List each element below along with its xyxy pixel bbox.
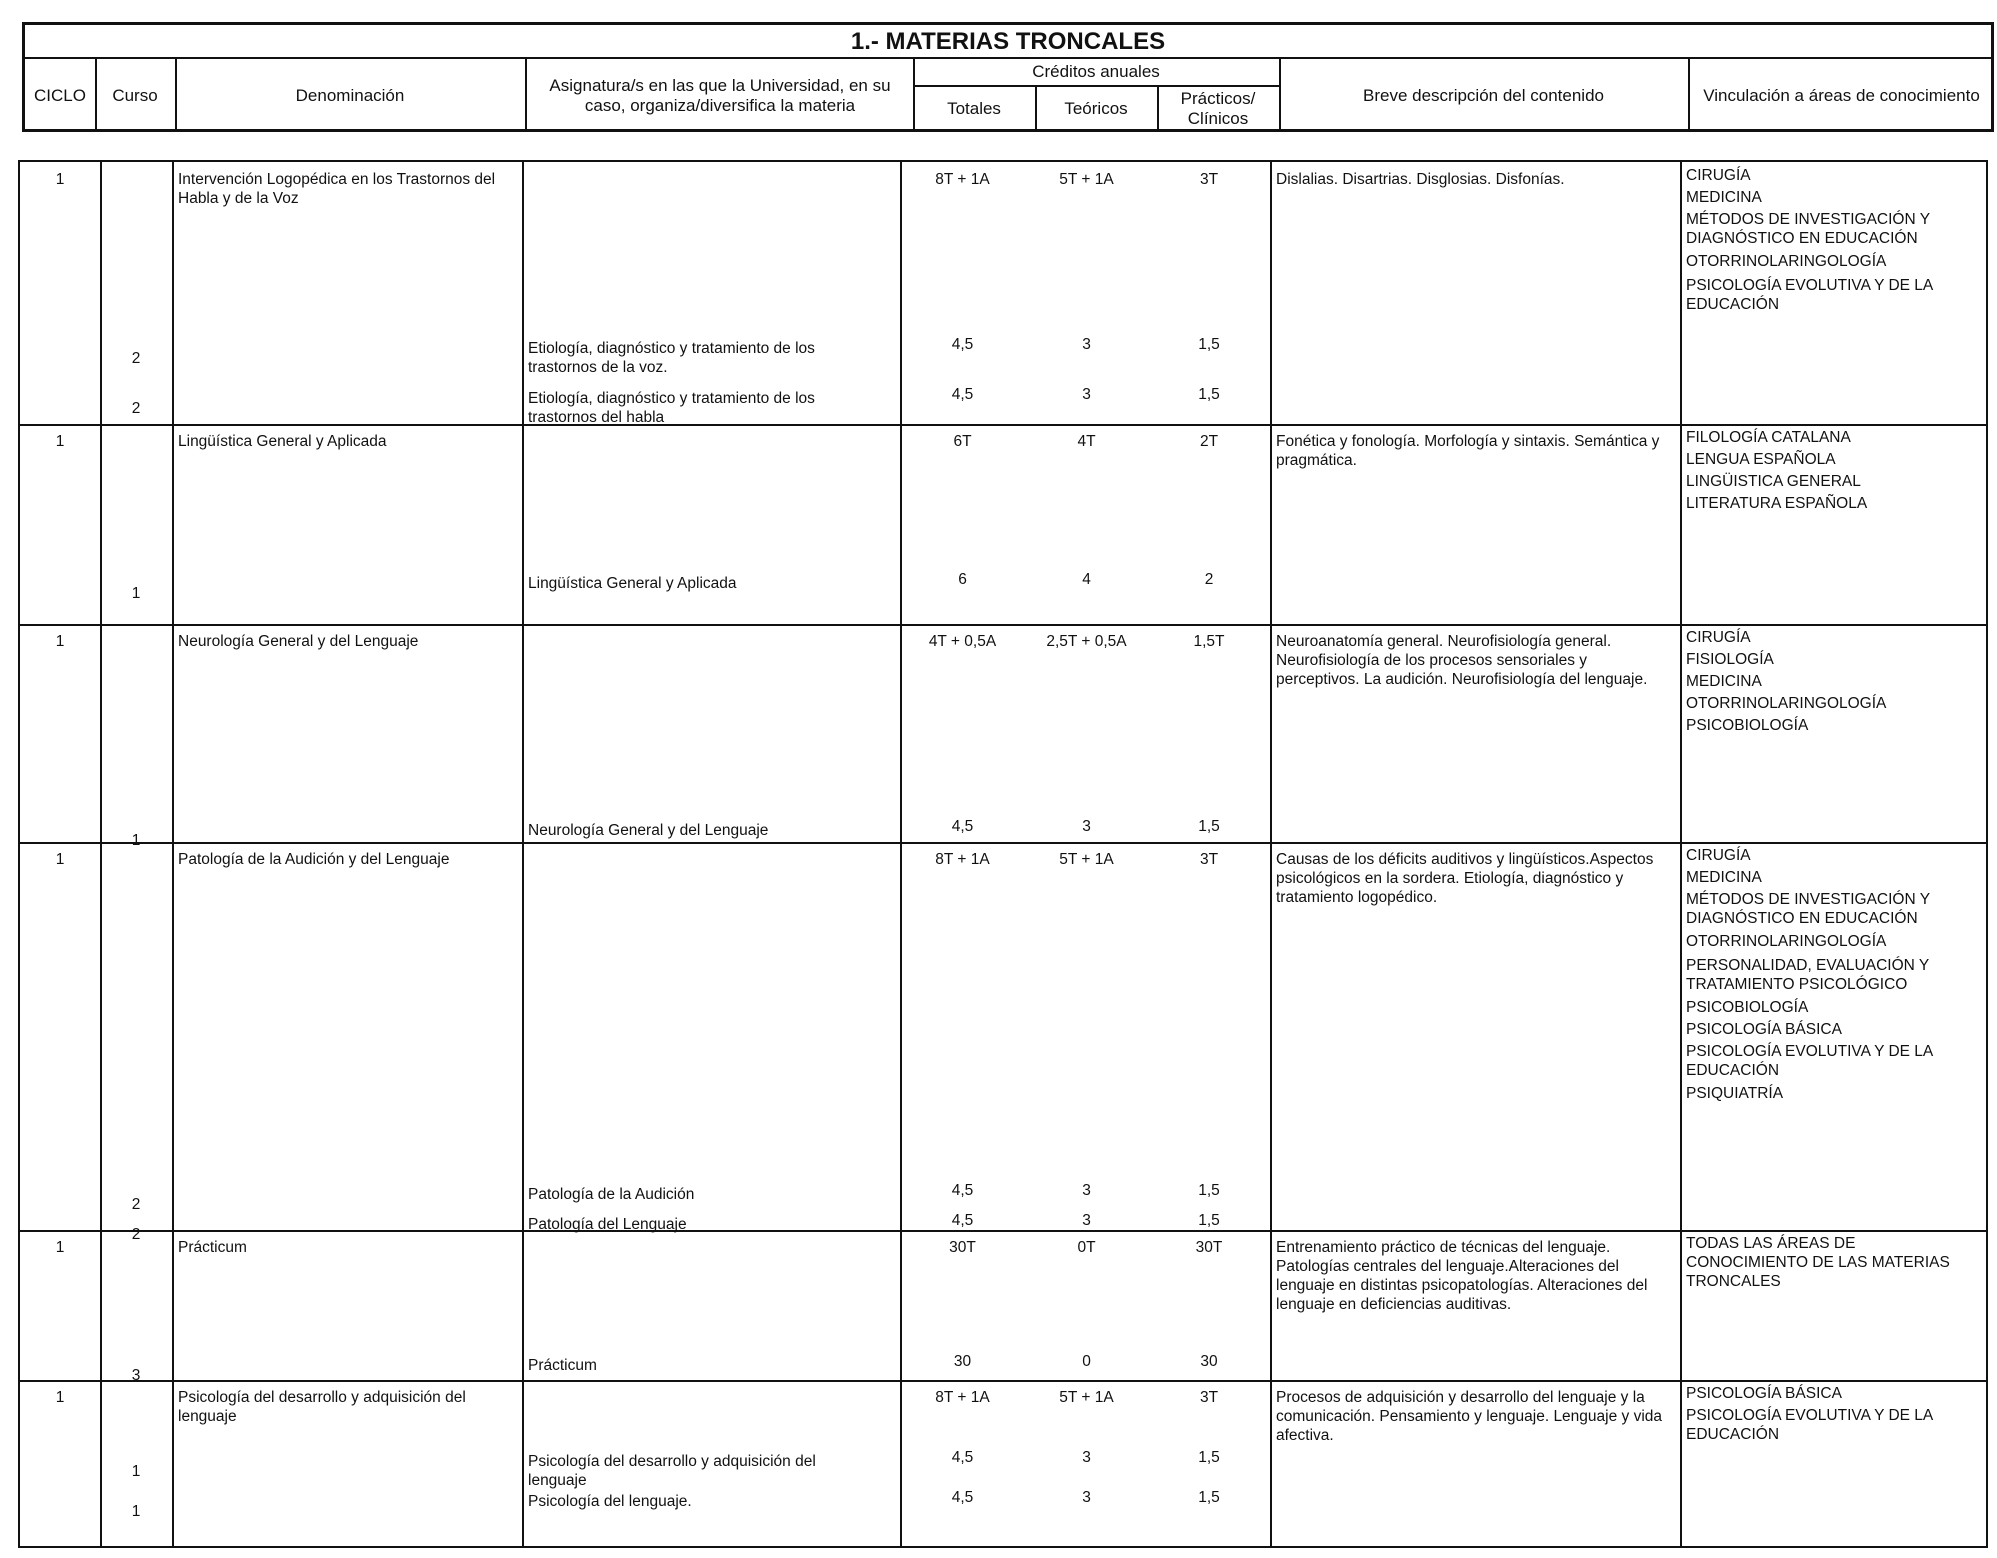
- materia-totales: 8T + 1A: [935, 171, 990, 188]
- materia-teoricos: 2,5T + 0,5A: [1046, 633, 1127, 650]
- area-conocimiento: FILOLOGÍA CATALANA: [1686, 429, 1851, 446]
- asignatura-totales: 4,5: [951, 1182, 974, 1199]
- asignatura-teoricos: 3: [1082, 818, 1091, 835]
- asignatura-practicos: 1,5: [1198, 1449, 1220, 1466]
- asignatura-curso: 2: [131, 1226, 141, 1243]
- materia-denominacion: Psicología del desarrollo y adquisición del lenguaje: [178, 1389, 466, 1425]
- asignatura-practicos: 30: [1200, 1353, 1218, 1370]
- asignatura-practicos: 1,5: [1198, 1182, 1220, 1199]
- materia-denominacion: Prácticum: [178, 1239, 247, 1256]
- asignatura-practicos: 1,5: [1198, 386, 1220, 403]
- materia-practicos: 3T: [1199, 1389, 1219, 1406]
- materia-denominacion: Neurología General y del Lenguaje: [178, 633, 419, 650]
- area-conocimiento: MEDICINA: [1686, 189, 1762, 206]
- materia-teoricos: 5T + 1A: [1059, 1389, 1114, 1406]
- asignatura-curso: 2: [131, 1196, 141, 1213]
- asignatura-totales: 4,5: [951, 1489, 974, 1506]
- materia-descripcion: Causas de los déficits auditivos y lingüísticos.Aspectos psicológicos en la sordera. Etiología, diagnóstico y tratamiento logopédico.: [1276, 851, 1654, 906]
- header-denominacion: Denominación: [295, 85, 405, 105]
- area-conocimiento: OTORRINOLARINGOLOGÍA: [1686, 933, 1887, 950]
- asignatura-nombre: Lingüística General y Aplicada: [528, 575, 737, 592]
- asignatura-totales: 4,5: [951, 1212, 974, 1229]
- materia-practicos: 3T: [1199, 851, 1219, 868]
- asignatura-nombre: Etiología, diagnóstico y tratamiento de los trastornos del habla: [528, 390, 815, 426]
- materia-totales: 30T: [949, 1239, 976, 1256]
- materias-table: [18, 160, 1988, 1548]
- area-conocimiento: LENGUA ESPAÑOLA: [1686, 451, 1836, 468]
- asignatura-teoricos: 3: [1082, 1182, 1091, 1199]
- area-conocimiento: PERSONALIDAD, EVALUACIÓN Y TRATAMIENTO PSICOLÓGICO: [1686, 957, 1929, 993]
- asignatura-totales: 4,5: [951, 818, 974, 835]
- area-conocimiento: CIRUGÍA: [1686, 629, 1751, 646]
- materia-practicos: 2T: [1199, 433, 1219, 450]
- area-conocimiento: PSIQUIATRÍA: [1686, 1085, 1784, 1102]
- materia-totales: 8T + 1A: [935, 851, 990, 868]
- area-conocimiento: PSICOLOGÍA EVOLUTIVA Y DE LA EDUCACIÓN: [1686, 277, 1933, 313]
- asignatura-nombre: Prácticum: [528, 1357, 597, 1374]
- materia-ciclo: 1: [55, 1389, 65, 1406]
- asignatura-totales: 4,5: [951, 386, 974, 403]
- asignatura-practicos: 2: [1204, 571, 1214, 588]
- materia-ciclo: 1: [55, 171, 65, 188]
- materia-denominacion: Intervención Logopédica en los Trastornos del Habla y de la Voz: [178, 171, 496, 207]
- header-teoricos: Teóricos: [1064, 98, 1128, 118]
- header-asignatura: Asignatura/s en las que la Universidad, en su caso, organiza/diversifica la materia: [549, 75, 891, 115]
- area-conocimiento: PSICOLOGÍA EVOLUTIVA Y DE LA EDUCACIÓN: [1686, 1043, 1933, 1079]
- materia-descripcion: Dislalias. Disartrias. Disglosias. Disfonías.: [1276, 171, 1565, 188]
- header-practicos: Prácticos/ Clínicos: [1180, 88, 1256, 128]
- asignatura-totales: 4,5: [951, 1449, 974, 1466]
- materia-practicos: 1,5T: [1193, 633, 1225, 650]
- asignatura-practicos: 1,5: [1198, 1489, 1220, 1506]
- asignatura-nombre: Neurología General y del Lenguaje: [528, 822, 769, 839]
- asignatura-nombre: Patología de la Audición: [528, 1186, 695, 1203]
- materia-teoricos: 5T + 1A: [1059, 171, 1114, 188]
- asignatura-teoricos: 3: [1082, 336, 1091, 353]
- page-title: 1.- MATERIAS TRONCALES: [25, 25, 1991, 59]
- header-curso: Curso: [112, 85, 158, 105]
- materia-descripcion: Entrenamiento práctico de técnicas del lenguaje. Patologías centrales del lenguaje.Alteraciones del lenguaje en distintas psicopatologías. Alteraciones del lenguaje en deficiencias auditivas.: [1276, 1239, 1648, 1313]
- asignatura-curso: 1: [131, 1463, 141, 1480]
- area-conocimiento: PSICOBIOLOGÍA: [1686, 717, 1809, 734]
- materia-totales: 4T + 0,5A: [928, 633, 997, 650]
- asignatura-teoricos: 4: [1082, 571, 1091, 588]
- asignatura-nombre: Psicología del lenguaje.: [528, 1493, 692, 1510]
- area-conocimiento: MEDICINA: [1686, 869, 1762, 886]
- area-conocimiento: MEDICINA: [1686, 673, 1762, 690]
- area-conocimiento: LITERATURA ESPAÑOLA: [1686, 495, 1868, 512]
- area-conocimiento: PSICOBIOLOGÍA: [1686, 999, 1809, 1016]
- materia-ciclo: 1: [55, 433, 65, 450]
- area-conocimiento: TODAS LAS ÁREAS DE CONOCIMIENTO DE LAS MATERIAS TRONCALES: [1686, 1235, 1950, 1290]
- asignatura-teoricos: 3: [1082, 386, 1091, 403]
- area-conocimiento: PSICOLOGÍA BÁSICA: [1686, 1385, 1842, 1402]
- header-totales: Totales: [947, 98, 1001, 118]
- table-header: [22, 22, 1994, 132]
- header-vinculacion: Vinculación a áreas de conocimiento: [1703, 85, 1980, 105]
- area-conocimiento: CIRUGÍA: [1686, 167, 1751, 184]
- asignatura-practicos: 1,5: [1198, 1212, 1220, 1229]
- asignatura-curso: 2: [131, 350, 141, 367]
- header-ciclo: CICLO: [34, 85, 86, 105]
- asignatura-teoricos: 3: [1082, 1449, 1091, 1466]
- materia-teoricos: 5T + 1A: [1059, 851, 1114, 868]
- materia-ciclo: 1: [55, 1239, 65, 1256]
- materia-ciclo: 1: [55, 851, 65, 868]
- area-conocimiento: MÉTODOS DE INVESTIGACIÓN Y DIAGNÓSTICO EN EDUCACIÓN: [1686, 211, 1930, 247]
- materia-descripcion: Neuroanatomía general. Neurofisiología general. Neurofisiología de los procesos sensoriales y perceptivos. La audición. Neurofisiología del lenguaje.: [1276, 633, 1648, 688]
- asignatura-curso: 3: [131, 1367, 141, 1384]
- asignatura-practicos: 1,5: [1198, 818, 1220, 835]
- materia-denominacion: Patología de la Audición y del Lenguaje: [178, 851, 450, 868]
- materia-practicos: 30T: [1195, 1239, 1223, 1256]
- area-conocimiento: CIRUGÍA: [1686, 847, 1751, 864]
- materia-descripcion: Procesos de adquisición y desarrollo del lenguaje y la comunicación. Pensamiento y lenguaje. Lenguaje y vida afectiva.: [1276, 1389, 1663, 1444]
- header-descripcion: Breve descripción del contenido: [1363, 85, 1604, 105]
- asignatura-totales: 30: [953, 1353, 972, 1370]
- asignatura-teoricos: 3: [1082, 1212, 1091, 1229]
- area-conocimiento: FISIOLOGÍA: [1686, 651, 1774, 668]
- materia-denominacion: Lingüística General y Aplicada: [178, 433, 387, 450]
- asignatura-totales: 4,5: [951, 336, 974, 353]
- asignatura-curso: 1: [131, 585, 141, 602]
- materia-ciclo: 1: [55, 633, 65, 650]
- asignatura-curso: 2: [131, 400, 141, 417]
- asignatura-nombre: Etiología, diagnóstico y tratamiento de los trastornos de la voz.: [528, 340, 815, 376]
- asignatura-practicos: 1,5: [1198, 336, 1220, 353]
- header-creditos: Créditos anuales: [1032, 62, 1160, 81]
- area-conocimiento: OTORRINOLARINGOLOGÍA: [1686, 695, 1887, 712]
- area-conocimiento: PSICOLOGÍA BÁSICA: [1686, 1021, 1842, 1038]
- asignatura-teoricos: 0: [1082, 1353, 1091, 1370]
- asignatura-teoricos: 3: [1082, 1489, 1091, 1506]
- area-conocimiento: PSICOLOGÍA EVOLUTIVA Y DE LA EDUCACIÓN: [1686, 1407, 1933, 1443]
- materia-teoricos: 4T: [1077, 433, 1096, 450]
- materia-practicos: 3T: [1199, 171, 1219, 188]
- asignatura-nombre: Patología del Lenguaje: [528, 1216, 687, 1233]
- asignatura-totales: 6: [958, 571, 967, 588]
- asignatura-curso: 1: [131, 1503, 141, 1520]
- asignatura-nombre: Psicología del desarrollo y adquisición del lenguaje: [528, 1453, 816, 1489]
- area-conocimiento: MÉTODOS DE INVESTIGACIÓN Y DIAGNÓSTICO EN EDUCACIÓN: [1686, 891, 1930, 927]
- materia-descripcion: Fonética y fonología. Morfología y sintaxis. Semántica y pragmática.: [1276, 433, 1660, 469]
- asignatura-curso: 1: [131, 832, 141, 849]
- materia-totales: 6T: [953, 433, 972, 450]
- area-conocimiento: LINGÜISTICA GENERAL: [1686, 473, 1861, 490]
- area-conocimiento: OTORRINOLARINGOLOGÍA: [1686, 253, 1887, 270]
- materia-teoricos: 0T: [1077, 1239, 1096, 1256]
- materia-totales: 8T + 1A: [935, 1389, 990, 1406]
